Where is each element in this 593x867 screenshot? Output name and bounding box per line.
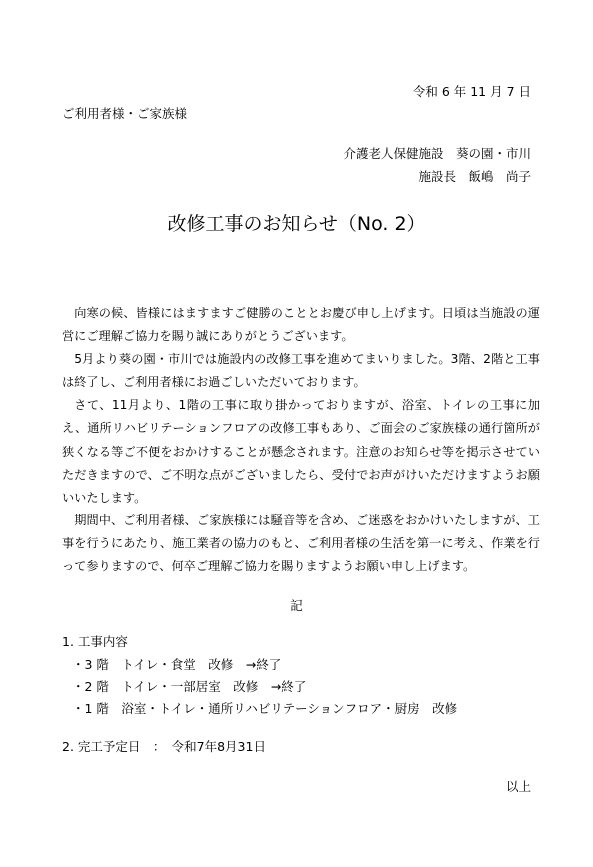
ki-heading: 記: [290, 598, 303, 613]
greeting-paragraph: 向寒の候、皆様にはますますご健勝のこととお慶び申し上げます。日頃は当施設の運営にご理解ご協力を賜り誠にありがとうございます。: [62, 306, 540, 344]
recipient: ご利用者様・ご家族様: [62, 106, 188, 121]
body-section-2: [62, 509, 540, 578]
sender-name: 施設長 飯嶋 尚子: [418, 169, 531, 184]
completion-date: 2. 完工予定日 ： 令和7年8月31日: [62, 739, 266, 754]
document-title: 改修工事のお知らせ（No. 2）: [167, 213, 426, 235]
work-item: ・3 階 トイレ・食堂 改修 →終了: [72, 657, 282, 672]
apology-paragraph: 期間中、ご利用者様、ご家族様には騒音等を含め、ご迷惑をおかけいたしますが、工事を行うにあたり、施工業者の協力のもと、ご利用者様の生活を第一に考え、作業を行って参りますので、何卒ご理解ご協力を賜りますようお願い申し上げます。: [62, 513, 540, 574]
progress-paragraph: 5月より葵の園・市川では施設内の改修工事を進めてまいりました。3階、2階と工事は終了し、ご利用者様にお過ごしいただいております。: [62, 352, 540, 390]
work-item: ・1 階 浴室・トイレ・通所リハビリテーションフロア・厨房 改修: [72, 701, 458, 716]
current-work-paragraph: さて、11月より、1階の工事に取り掛かっておりますが、浴室、トイレの工事に加え、通所リハビリテーションフロアの改修工事もあり、ご面会のご家族様の通行箇所が狭くなる等ご不便をおかけすることが懸念されます。注意のお知らせ等を掲示させていただきますので、ご不明な点がございましたら、受付でお声がけいただけますようお願いいたします。: [62, 398, 540, 505]
issue-date: 令和 6 年 11 月 7 日: [412, 84, 531, 99]
work-content-heading: 1. 工事内容: [62, 634, 128, 649]
closing-mark: 以上: [505, 779, 531, 794]
body-section-1: [62, 302, 540, 510]
work-item: ・2 階 トイレ・一部居室 改修 →終了: [72, 679, 307, 694]
sender-organization: 介護老人保健施設 葵の園・市川: [343, 146, 531, 161]
